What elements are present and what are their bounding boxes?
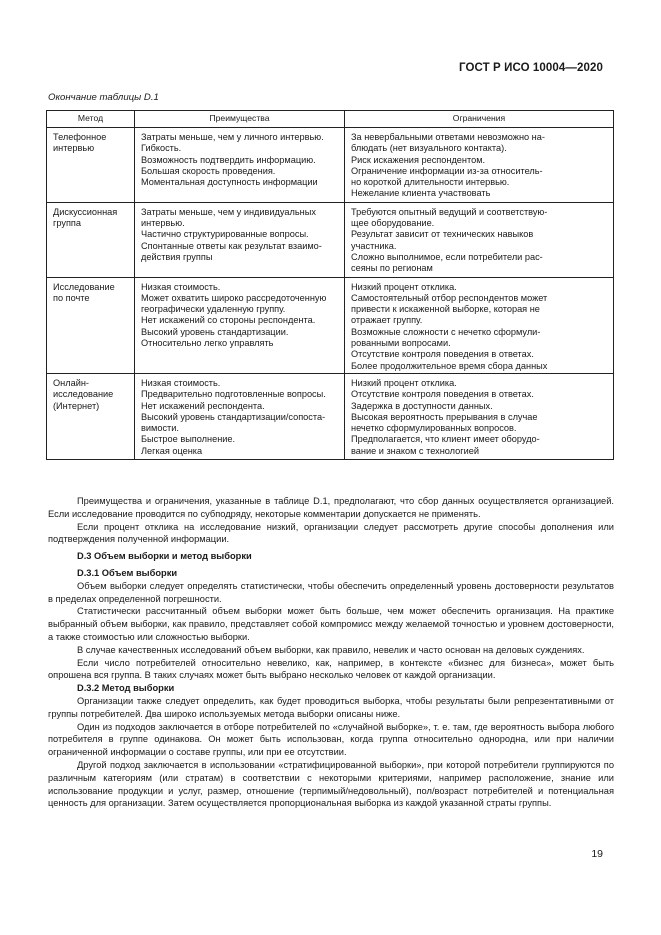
cell-line: Нет искажений респондента. [141, 400, 265, 411]
cell-line: Самостоятельный отбор респондентов может [351, 292, 548, 303]
cell-line: отражает группу. [351, 315, 423, 326]
cell-line: Низкая стоимость. [141, 377, 221, 388]
cell-line: рованными вопросами. [351, 338, 451, 349]
cell-line: Нет искажений со стороны респондента. [141, 315, 316, 326]
cell-line: привести к искаженной выборке, которая не [351, 304, 540, 315]
cell-line: исследование [53, 389, 114, 400]
cell-line: Низкий процент отклика. [351, 377, 457, 388]
cell-line: участника. [351, 240, 397, 251]
cell-line: Исследование [53, 281, 115, 292]
cell-line: Отсутствие контроля поведения в ответах. [351, 389, 534, 400]
body-text [48, 495, 614, 810]
section-heading-d3: D.3 Объем выборки и метод выборки [77, 551, 252, 562]
cell-line: Задержка в доступности данных. [351, 400, 493, 411]
page-number: 19 [591, 848, 603, 860]
cell-line: Дискуссионная [53, 206, 118, 217]
cell-line: щее оборудование. [351, 218, 435, 229]
table-row [47, 373, 614, 459]
method-cell [47, 277, 135, 373]
cell-line: Требуются опытный ведущий и соответствую- [351, 206, 548, 217]
cell-line: Высокий уровень стандартизации. [141, 326, 289, 337]
table-row [47, 202, 614, 277]
cell-line: Может охватить широко рассредоточенную [141, 292, 327, 303]
cell-line: Высокая вероятность прерывания в случае [351, 411, 538, 422]
cell-line: (Интернет) [53, 400, 100, 411]
paragraph: Организации также следует определить, как будет проводиться выборка, чтобы результаты были репрезентативными от группы потребителей. Два широко используемых метода выборки описаны ниже. [48, 695, 614, 719]
cell-line: Более продолжительное время сбора данных [351, 360, 548, 371]
cell-line: Низкая стоимость. [141, 281, 221, 292]
cell-line: Предварительно подготовленные вопросы. [141, 389, 326, 400]
cell-line: Быстрое выполнение. [141, 434, 236, 445]
method-cell [47, 202, 135, 277]
paragraph: Объем выборки следует определять статистически, чтобы обеспечить определенный уровень достоверности результатов в пределах определенной погрешности. [48, 580, 614, 604]
method-cell [47, 373, 135, 459]
advantages-cell-content [135, 278, 344, 351]
cell-line: вимости. [141, 423, 179, 434]
cell-line: по почте [53, 292, 90, 303]
method-cell-content [47, 278, 134, 306]
cell-line: интервью. [141, 218, 185, 229]
cell-line: Ограничение информации из-за относитель- [351, 165, 543, 176]
cell-line: Сложно выполнимое, если потребители рас- [351, 251, 543, 262]
paragraph: В случае качественных исследований объем выборки, как правило, невелик и часто основан на деловых суждениях. [77, 644, 585, 655]
method-cell-content [47, 203, 134, 232]
cell-line: действия группы [141, 251, 213, 262]
cell-line: вание и знаком с технологией [351, 445, 479, 456]
cell-line: Риск искажения респондентом. [351, 154, 486, 165]
paragraph: Другой подход заключается в использовании «стратифицированной выборки», при которой потребители группируются по различным категориям (или стратам) в соответствии с некоторыми критериями, например расположение, знание или использование продукции и услуг, размер, отношение (терпимый/недовольный), пол/возраст потребителей и потенциальная ценность для организации. Затем осуществляется пропорциональная выборка из каждой указанной страты группы. [48, 759, 614, 809]
cell-line: Большая скорость проведения. [141, 165, 276, 176]
paragraph: Статистически рассчитанный объем выборки может быть больше, чем может обеспечить организация. На практике выбранный объем выборки, как правило, представляет собой компромисс между желаемой точностью и уровнем достоверности, а также стоимостью или сложностью выборки. [48, 606, 614, 642]
method-cell [47, 128, 135, 203]
limitations-cell-content [345, 128, 613, 202]
methods-table [46, 110, 614, 460]
limitations-cell [345, 202, 614, 277]
cell-line: Отсутствие контроля поведения в ответах. [351, 349, 534, 360]
paragraph: Если число потребителей относительно невелико, как, например, в контексте «бизнес для бизнеса», может быть опрошена вся группа. В таких случаях может быть выбрано несколько человек от каждой организации. [48, 657, 614, 681]
cell-line: сеяны по регионам [351, 263, 433, 274]
limitations-cell [345, 128, 614, 203]
cell-line: Относительно легко управлять [141, 338, 274, 349]
cell-line: блюдать (нет визуального контакта). [351, 143, 507, 154]
advantages-cell [135, 202, 345, 277]
cell-line: группа [53, 218, 82, 229]
table-row [47, 128, 614, 203]
limitations-cell [345, 373, 614, 459]
cell-line: Затраты меньше, чем у личного интервью. [141, 132, 324, 142]
method-cell-content [47, 374, 134, 414]
limitations-cell-content [345, 374, 613, 459]
cell-line: Спонтанные ответы как результат взаимо- [141, 240, 322, 251]
cell-line: Результат зависит от технических навыков [351, 229, 534, 240]
paragraph: Преимущества и ограничения, указанные в таблице D.1, предполагают, что сбор данных осуществляется организацией. Если исследование проводится по субподряду, некоторые комментарии допускается не применять. [48, 496, 614, 519]
cell-line: нечетко сформулированных вопросов. [351, 423, 517, 434]
limitations-cell-content [345, 203, 613, 277]
column-header-limitations: Ограничения [345, 111, 614, 128]
cell-line: но короткой длительности интервью. [351, 177, 510, 188]
paragraph: Один из подходов заключается в отборе потребителей по «случайной выборке», т. е. там, где вероятность выбора любого потребителя в группе одинакова. Он может быть использован, когда группа относительно однородна, или при наличии ограниченной информации о составе группы, или при ее отсутствии. [48, 721, 614, 758]
advantages-cell-content [135, 203, 344, 265]
limitations-cell [345, 277, 614, 373]
table-row [47, 277, 614, 373]
table-header-row [47, 111, 614, 128]
limitations-cell-content [345, 278, 613, 373]
cell-line: Моментальная доступность информации [141, 177, 318, 188]
advantages-cell-content [135, 128, 344, 190]
cell-line: Легкая оценка [141, 445, 203, 456]
cell-line: За невербальными ответами невозможно на- [351, 132, 545, 142]
document-standard-header: ГОСТ Р ИСО 10004—2020 [458, 62, 603, 74]
cell-line: Телефонное [53, 132, 107, 142]
column-header-method: Метод [47, 111, 135, 128]
paragraph: Если процент отклика на исследование низкий, организации следует рассмотреть другие способы дополнения или подтверждения полученной информации. [48, 521, 614, 545]
section-heading-d32: D.3.2 Метод выборки [77, 683, 175, 694]
advantages-cell [135, 128, 345, 203]
cell-line: Низкий процент отклика. [351, 281, 457, 292]
cell-line: Нежелание клиента участвовать [351, 188, 491, 199]
cell-line: Частично структурированные вопросы. [141, 229, 309, 240]
cell-line: Возможность подтвердить информацию. [141, 154, 316, 165]
advantages-cell [135, 277, 345, 373]
cell-line: Предполагается, что клиент имеет оборудо- [351, 434, 540, 445]
method-cell-content [47, 128, 134, 157]
column-header-advantages: Преимущества [135, 111, 345, 128]
cell-line: Высокий уровень стандартизации/сопоста- [141, 411, 326, 422]
cell-line: Онлайн- [53, 377, 89, 388]
table-caption: Окончание таблицы D.1 [48, 92, 159, 103]
cell-line: Возможные сложности с нечетко сформули- [351, 326, 541, 337]
cell-line: Затраты меньше, чем у индивидуальных [141, 206, 316, 217]
advantages-cell [135, 373, 345, 459]
advantages-cell-content [135, 374, 344, 459]
cell-line: географически удаленную группу. [141, 304, 286, 315]
cell-line: Гибкость. [141, 143, 182, 154]
cell-line: интервью [53, 143, 95, 154]
section-heading-d31: D.3.1 Объем выборки [77, 567, 178, 578]
